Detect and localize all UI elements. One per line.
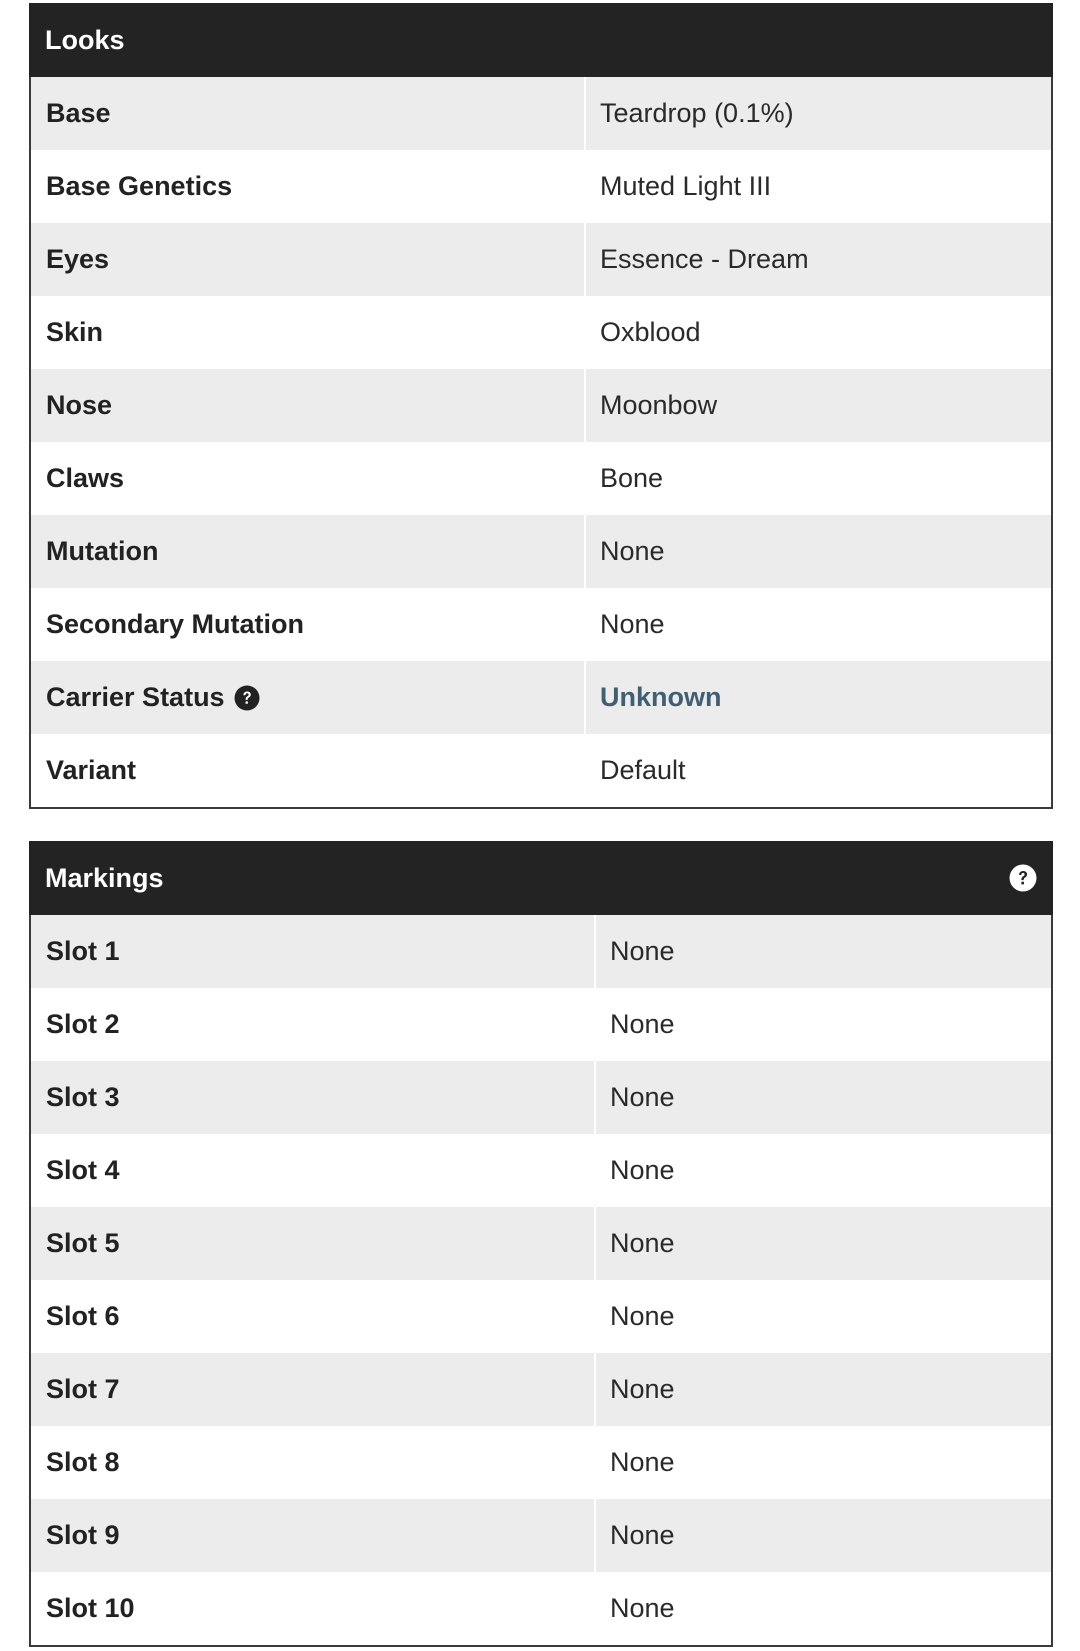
looks-row-base [31,77,1051,150]
markings-title: Markings [45,862,164,893]
markings-row-slot-6 [31,1280,1051,1353]
looks-rows [31,77,1051,807]
row-label: Slot 5 [31,1207,596,1280]
markings-row-slot-9 [31,1499,1051,1572]
looks-panel [29,3,1053,809]
row-value: None [600,536,665,566]
markings-header [29,841,1053,915]
row-label: Skin [31,296,586,369]
row-value: Bone [600,463,664,493]
row-value: None [610,1520,675,1550]
row-label: Claws [31,442,586,515]
row-label: Base [31,77,586,150]
looks-row-eyes [31,223,1051,296]
row-label: Slot 3 [31,1061,596,1134]
markings-row-slot-8 [31,1426,1051,1499]
row-value: None [610,1301,675,1331]
row-label: Mutation [31,515,586,588]
row-value: Teardrop (0.1%) [600,98,794,128]
markings-row-slot-1 [31,915,1051,988]
row-label: Secondary Mutation [31,588,586,661]
row-label: Carrier Status [46,682,225,712]
row-label: Base Genetics [31,150,586,223]
markings-panel [29,841,1053,1647]
markings-row-slot-4 [31,1134,1051,1207]
row-value: Moonbow [600,390,718,420]
carrier-status-link[interactable]: Unknown [600,682,722,712]
row-value: None [610,1155,675,1185]
row-value: None [610,1082,675,1112]
row-label: Slot 6 [31,1280,596,1353]
question-circle-icon[interactable] [234,685,260,711]
row-value: Default [600,755,686,785]
looks-title: Looks [45,24,125,55]
row-label: Slot 2 [31,988,596,1061]
row-value: None [600,609,665,639]
markings-row-slot-2 [31,988,1051,1061]
looks-row-claws [31,442,1051,515]
row-value: None [610,1228,675,1258]
looks-row-base-genetics [31,150,1051,223]
row-label: Variant [31,734,586,807]
markings-rows [31,915,1051,1645]
row-label: Slot 7 [31,1353,596,1426]
row-value: None [610,1447,675,1477]
looks-row-secondary-mutation [31,588,1051,661]
row-value [586,661,722,734]
question-circle-icon[interactable] [1009,864,1037,892]
markings-row-slot-10 [31,1572,1051,1645]
row-label-with-help [31,661,586,734]
row-label: Slot 1 [31,915,596,988]
row-label: Nose [31,369,586,442]
row-value: None [610,936,675,966]
row-label: Slot 9 [31,1499,596,1572]
looks-row-skin [31,296,1051,369]
row-value: None [610,1009,675,1039]
markings-row-slot-3 [31,1061,1051,1134]
row-label: Slot 8 [31,1426,596,1499]
row-label: Slot 4 [31,1134,596,1207]
looks-header [29,3,1053,77]
row-value: Muted Light III [600,171,772,201]
looks-row-variant [31,734,1051,807]
row-label: Eyes [31,223,586,296]
looks-row-mutation [31,515,1051,588]
looks-row-nose [31,369,1051,442]
row-value: None [610,1374,675,1404]
markings-row-slot-7 [31,1353,1051,1426]
markings-row-slot-5 [31,1207,1051,1280]
looks-row-carrier-status [31,661,1051,734]
row-label: Slot 10 [31,1572,596,1645]
row-value: Essence - Dream [600,244,809,274]
row-value: Oxblood [600,317,701,347]
row-value: None [610,1593,675,1623]
